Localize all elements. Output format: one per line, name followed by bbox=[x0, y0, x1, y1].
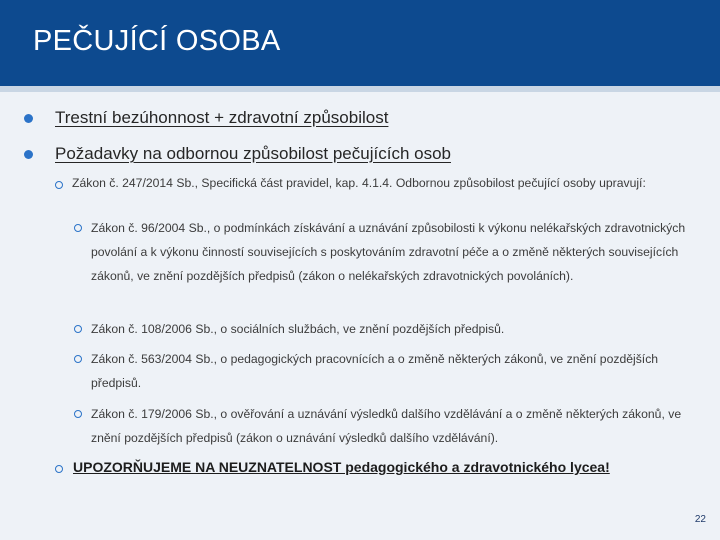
warning-text: UPOZORŇUJEME NA NEUZNATELNOST pedagogického a zdravotnického lycea! bbox=[73, 459, 610, 475]
law-179-2006: Zákon č. 179/2006 Sb., o ověřování a uznávání výsledků dalšího vzdělávání a o změně některých zákonů, ve znění pozdějších předpisů (zákon o uznávání výsledků dalšího vzdělávání). bbox=[91, 407, 682, 445]
page-number: 22 bbox=[694, 514, 706, 525]
sub-bullet-icon bbox=[74, 224, 82, 232]
intro-text: Zákon č. 247/2014 Sb., Specifická část pravidel, kap. 4.1.4. Odbornou způsobilost pečující osoby upravují: bbox=[72, 176, 646, 190]
slide-title: PEČUJÍCÍ OSOBA bbox=[33, 25, 281, 57]
sub-bullet-icon bbox=[74, 410, 82, 418]
sub-bullet-icon bbox=[74, 325, 82, 333]
header-divider bbox=[0, 86, 720, 92]
law-108-2006: Zákon č. 108/2006 Sb., o sociálních službách, ve znění pozdějších předpisů. bbox=[91, 322, 505, 336]
bullet-icon bbox=[24, 114, 33, 123]
law-96-2004: Zákon č. 96/2004 Sb., o podmínkách získávání a uznávání způsobilosti k výkonu nelékařských zdravotnických povolání a k výkonu činností souvisejících s poskytováním zdravotní péče a o změně některých souvisejících zákonů, ve znění pozdějších předpisů (zákon o nelékařských zdravotnických povoláních). bbox=[91, 221, 686, 283]
sub-bullet-icon bbox=[55, 465, 63, 473]
sub-bullet-icon bbox=[55, 181, 63, 189]
bullet-criminal-record: Trestní bezúhonnost + zdravotní způsobilost bbox=[55, 108, 389, 127]
law-563-2004: Zákon č. 563/2004 Sb., o pedagogických pracovnících a o změně některých zákonů, ve znění pozdějších předpisů. bbox=[91, 352, 659, 390]
sub-bullet-icon bbox=[74, 355, 82, 363]
bullet-icon bbox=[24, 150, 33, 159]
bullet-qualification-requirements: Požadavky na odbornou způsobilost pečujících osob bbox=[55, 144, 451, 163]
slide-header bbox=[0, 0, 720, 86]
